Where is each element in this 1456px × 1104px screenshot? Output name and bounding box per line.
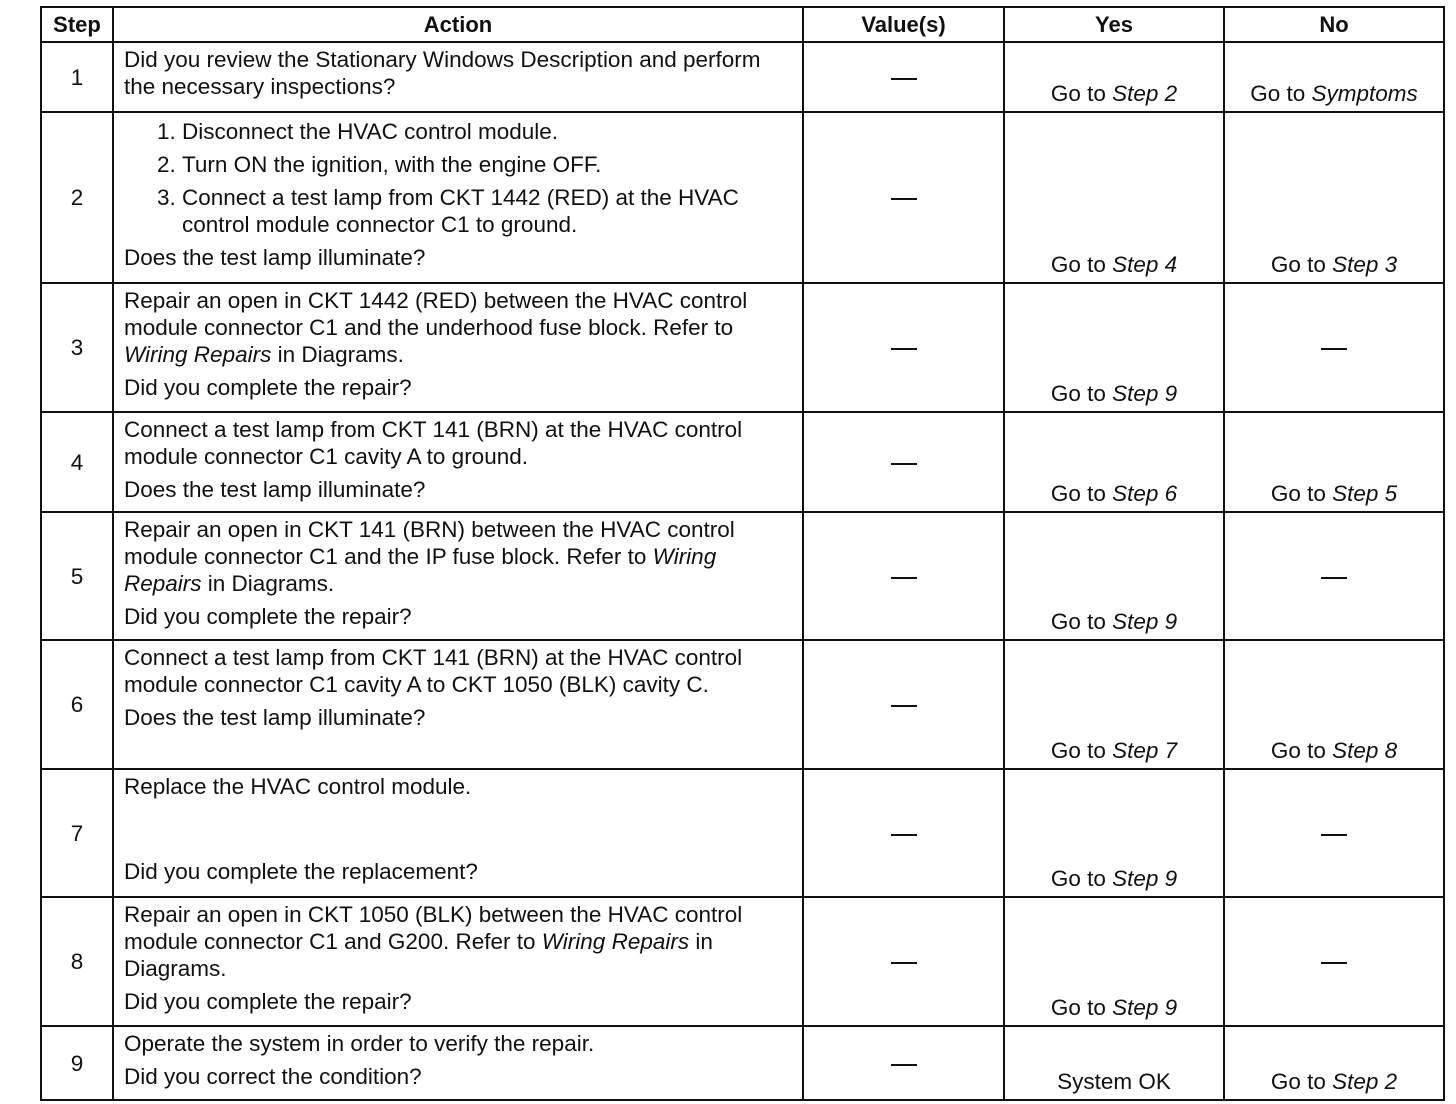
action-text (124, 287, 792, 368)
table-row (41, 769, 1444, 897)
step-number: 2 (41, 112, 113, 283)
go-to-label: Go to (1050, 381, 1106, 406)
value-cell (803, 897, 1004, 1026)
go-to-label: Go to (1050, 81, 1106, 106)
no-cell (1224, 412, 1444, 512)
yes-cell (1004, 640, 1224, 769)
go-to-label: Go to (1270, 481, 1326, 506)
yes-target: Step 7 (1112, 738, 1178, 763)
list-item: 1. Disconnect the HVAC control module. (182, 118, 792, 145)
yes-target: Step 2 (1112, 81, 1178, 106)
no-target: Step 5 (1332, 481, 1398, 506)
yes-target: Step 9 (1112, 995, 1178, 1020)
go-to-label: Go to (1050, 738, 1106, 763)
table-row (41, 897, 1444, 1026)
yes-target: Step 4 (1112, 252, 1178, 277)
action-text (124, 901, 792, 982)
go-to-label: Go to (1050, 481, 1106, 506)
action-cell (113, 112, 803, 283)
value-cell (803, 42, 1004, 112)
reference-tail: in Diagrams. (207, 571, 335, 596)
yes-target: Step 6 (1112, 481, 1178, 506)
step-number: 3 (41, 283, 113, 412)
reference-tail: in Diagrams. (277, 342, 404, 367)
step-number: 6 (41, 640, 113, 769)
dash-mark (891, 1064, 917, 1066)
action-text (124, 516, 792, 597)
yes-cell (1004, 512, 1224, 640)
list-item: 3. Connect a test lamp from CKT 1442 (RED) at the HVAC control module connector C1 to ground. (182, 184, 792, 238)
action-question: Did you complete the repair? (124, 989, 412, 1014)
table-row (41, 112, 1444, 283)
dash-mark (891, 962, 917, 964)
no-target: Step 8 (1332, 738, 1398, 763)
header-yes: Yes (1004, 7, 1224, 42)
wiring-repairs-reference: Wiring Repairs (541, 929, 690, 954)
header-values: Value(s) (803, 7, 1004, 42)
go-to-label: Go to (1270, 1069, 1326, 1094)
no-cell (1224, 283, 1444, 412)
action-question: Does the test lamp illuminate? (124, 245, 426, 270)
yes-target: Step 9 (1112, 381, 1178, 406)
yes-cell (1004, 769, 1224, 897)
step-number: 9 (41, 1026, 113, 1100)
dash-mark (891, 705, 917, 707)
action-cell (113, 897, 803, 1026)
value-cell (803, 112, 1004, 283)
yes-target: Step 9 (1112, 866, 1178, 891)
go-to-label: Go to (1050, 995, 1106, 1020)
action-cell (113, 640, 803, 769)
action-text: Connect a test lamp from CKT 141 (BRN) at the HVAC control module connector C1 cavity A to ground. (124, 417, 743, 469)
action-text: Did you review the Stationary Windows Description and perform the necessary inspections? (124, 47, 761, 99)
value-cell (803, 283, 1004, 412)
action-cell (113, 512, 803, 640)
table-row (41, 512, 1444, 640)
dash-mark (891, 463, 917, 465)
dash-mark (891, 78, 917, 80)
dash-mark (891, 348, 917, 350)
no-cell (1224, 512, 1444, 640)
table-row (41, 283, 1444, 412)
action-question: Did you correct the condition? (124, 1064, 422, 1089)
action-text: Replace the HVAC control module. (124, 774, 472, 799)
yes-cell (1004, 412, 1224, 512)
yes-cell (1004, 283, 1224, 412)
action-cell (113, 42, 803, 112)
table-row (41, 42, 1444, 112)
no-cell (1224, 897, 1444, 1026)
yes-cell (1004, 897, 1224, 1026)
header-step: Step (41, 7, 113, 42)
action-text: Connect a test lamp from CKT 141 (BRN) at the HVAC control module connector C1 cavity A to CKT 1050 (BLK) cavity C. (124, 645, 743, 697)
value-cell (803, 769, 1004, 897)
action-cell (113, 1026, 803, 1100)
dash-mark (891, 198, 917, 200)
table-row (41, 412, 1444, 512)
dash-mark (1321, 348, 1347, 350)
value-cell (803, 412, 1004, 512)
dash-mark (891, 834, 917, 836)
yes-cell (1004, 112, 1224, 283)
step-number: 4 (41, 412, 113, 512)
no-cell (1224, 1026, 1444, 1100)
dash-mark (891, 577, 917, 579)
yes-target: Step 9 (1112, 609, 1178, 634)
step-number: 1 (41, 42, 113, 112)
action-steps-list (124, 118, 792, 238)
diagnostic-table (40, 6, 1445, 1101)
no-cell (1224, 769, 1444, 897)
header-no: No (1224, 7, 1444, 42)
action-cell (113, 412, 803, 512)
yes-cell (1004, 42, 1224, 112)
dash-mark (1321, 834, 1347, 836)
spacer (124, 800, 792, 858)
action-text-main: Repair an open in CKT 1442 (RED) between the HVAC control module connector C1 and the underhood fuse block. Refer to (124, 288, 748, 340)
action-question: Did you complete the replacement? (124, 859, 478, 884)
no-cell (1224, 112, 1444, 283)
action-cell (113, 769, 803, 897)
action-text-main: Repair an open in CKT 141 (BRN) between the HVAC control module connector C1 and the IP fuse block. Refer to (124, 517, 735, 569)
action-question: Did you complete the repair? (124, 604, 412, 629)
go-to-label: Go to (1050, 866, 1106, 891)
yes-cell: System OK (1004, 1026, 1224, 1100)
step-number: 8 (41, 897, 113, 1026)
step-number: 5 (41, 512, 113, 640)
value-cell (803, 640, 1004, 769)
wiring-repairs-reference: Wiring Repairs (124, 342, 272, 367)
table-row (41, 1026, 1444, 1100)
list-item: 2. Turn ON the ignition, with the engine OFF. (182, 151, 792, 178)
value-cell (803, 1026, 1004, 1100)
go-to-label: Go to (1270, 738, 1326, 763)
header-row (41, 7, 1444, 42)
action-text: Operate the system in order to verify the repair. (124, 1031, 595, 1056)
dash-mark (1321, 962, 1347, 964)
header-action: Action (113, 7, 803, 42)
go-to-label: Go to (1250, 81, 1306, 106)
reference-tail: in Diagrams. (124, 929, 713, 981)
action-question: Did you complete the repair? (124, 375, 412, 400)
go-to-label: Go to (1050, 609, 1106, 634)
action-question: Does the test lamp illuminate? (124, 477, 426, 502)
no-target: Step 2 (1332, 1069, 1398, 1094)
diagnostic-table-container (40, 6, 1445, 1101)
table-row (41, 640, 1444, 769)
action-text-main: Repair an open in CKT 1050 (BLK) between the HVAC control module connector C1 and G200. Refer to (124, 902, 743, 954)
no-cell (1224, 42, 1444, 112)
dash-mark (1321, 577, 1347, 579)
value-cell (803, 512, 1004, 640)
go-to-label: Go to (1270, 252, 1326, 277)
action-cell (113, 283, 803, 412)
no-cell (1224, 640, 1444, 769)
go-to-label: Go to (1050, 252, 1106, 277)
step-number: 7 (41, 769, 113, 897)
no-target: Symptoms (1311, 81, 1418, 106)
wiring-repairs-reference: Wiring Repairs (124, 544, 717, 596)
no-target: Step 3 (1332, 252, 1398, 277)
action-question: Does the test lamp illuminate? (124, 705, 426, 730)
